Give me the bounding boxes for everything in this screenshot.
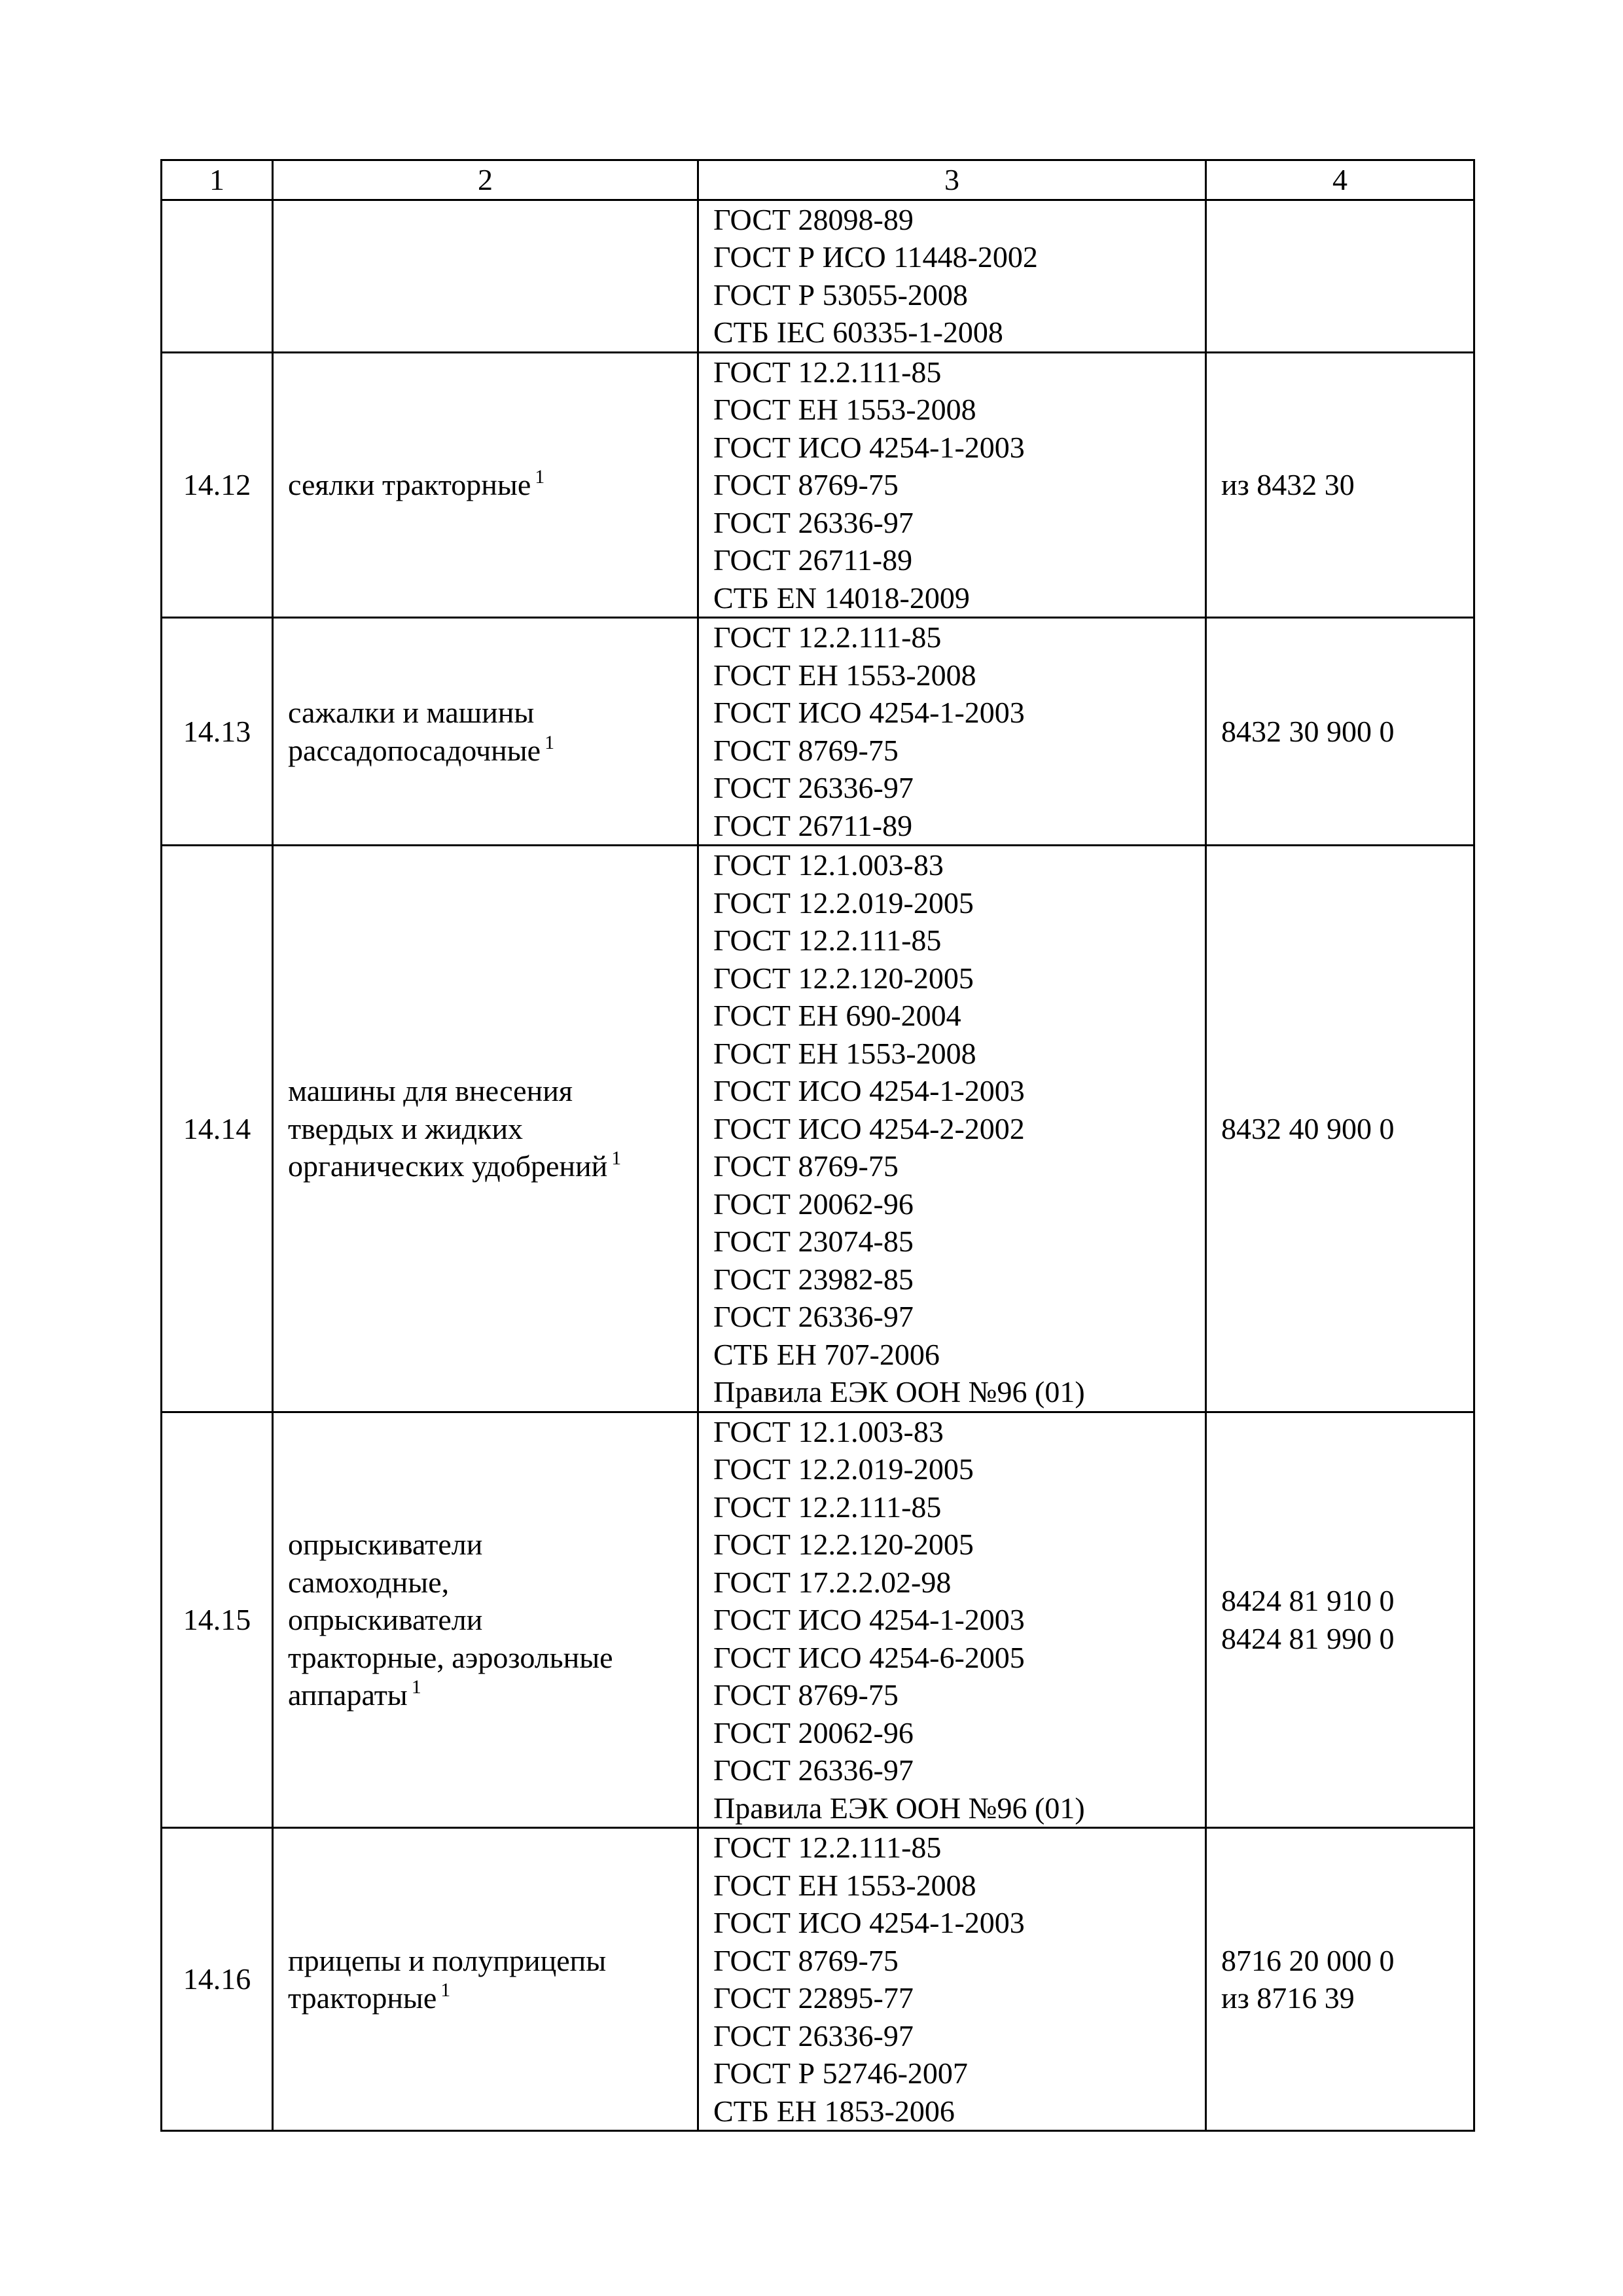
product-name-text: прицепы и полуприцепы xyxy=(288,1943,607,1977)
product-name-text: сеялки тракторные xyxy=(288,468,531,501)
standard-item: ГОСТ ИСО 4254-1-2003 xyxy=(713,430,1025,464)
standards-list xyxy=(698,618,1206,846)
standard-item: ГОСТ ИСО 4254-1-2003 xyxy=(713,1906,1025,1939)
standard-item: ГОСТ 12.2.111-85 xyxy=(713,924,942,957)
header-cell-4: 4 xyxy=(1206,160,1474,200)
header-cell-3: 3 xyxy=(698,160,1206,200)
product-name-line xyxy=(288,1526,690,1564)
commodity-code: 8424 81 910 0 xyxy=(1221,1584,1395,1618)
product-name xyxy=(273,352,698,618)
product-name-line xyxy=(288,466,690,504)
standard-item: ГОСТ ИСО 4254-2-2002 xyxy=(713,1111,1025,1145)
product-name xyxy=(273,618,698,846)
product-name-text: машины для внесения xyxy=(288,1074,573,1107)
standard-item: ГОСТ ИСО 4254-1-2003 xyxy=(713,1074,1025,1107)
product-name-line xyxy=(288,1110,690,1148)
product-name-line xyxy=(288,1676,690,1714)
standard-item: ГОСТ 8769-75 xyxy=(713,733,899,767)
item-number: 14.16 xyxy=(162,1828,273,2131)
standard-item: ГОСТ 12.2.111-85 xyxy=(713,1490,942,1524)
commodity-codes xyxy=(1206,1412,1474,1828)
standard-item: ГОСТ 26711-89 xyxy=(713,808,913,842)
standard-item: ГОСТ 12.2.111-85 xyxy=(713,620,942,654)
table-row xyxy=(162,352,1474,618)
standards-list xyxy=(698,352,1206,618)
item-number: 14.13 xyxy=(162,618,273,846)
commodity-code: 8432 30 900 0 xyxy=(1221,714,1395,748)
table-row xyxy=(162,200,1474,352)
commodity-codes xyxy=(1206,618,1474,846)
footnote-mark: 1 xyxy=(440,1979,451,2001)
standard-item: ГОСТ 12.1.003-83 xyxy=(713,1414,944,1448)
commodity-code: 8432 40 900 0 xyxy=(1221,1111,1395,1145)
table-row xyxy=(162,1412,1474,1828)
table-row xyxy=(162,618,1474,846)
product-name-line xyxy=(288,1072,690,1110)
table-body xyxy=(162,160,1474,2131)
product-name-text: опрыскиватели xyxy=(288,1528,483,1561)
commodity-codes xyxy=(1206,1828,1474,2131)
commodity-codes xyxy=(1206,846,1474,1412)
table-row xyxy=(162,1828,1474,2131)
product-name-text: самоходные, xyxy=(288,1565,450,1599)
product-name xyxy=(273,846,698,1412)
standard-item: ГОСТ 8769-75 xyxy=(713,1149,899,1183)
product-name-text: тракторные xyxy=(288,1981,437,2015)
item-number xyxy=(162,200,273,352)
standard-item: ГОСТ ЕН 690-2004 xyxy=(713,999,961,1032)
product-name-text: опрыскиватели xyxy=(288,1603,483,1636)
product-name-text: сажалки и машины xyxy=(288,696,535,729)
product-name-text: аппараты xyxy=(288,1678,408,1712)
footnote-mark: 1 xyxy=(611,1147,622,1169)
standard-item: ГОСТ Р ИСО 11448-2002 xyxy=(713,240,1038,274)
standards-list xyxy=(698,1828,1206,2131)
product-name-line xyxy=(288,694,690,732)
standard-item: ГОСТ 17.2.2.02-98 xyxy=(713,1565,952,1599)
standard-item: ГОСТ 8769-75 xyxy=(713,468,899,501)
standard-item: СТБ EN 14018-2009 xyxy=(713,581,970,615)
standard-item: ГОСТ ИСО 4254-6-2005 xyxy=(713,1640,1025,1674)
footnote-mark: 1 xyxy=(411,1676,421,1698)
item-number: 14.12 xyxy=(162,352,273,618)
standard-item: ГОСТ 12.2.111-85 xyxy=(713,1831,942,1864)
standard-item: ГОСТ Р 53055-2008 xyxy=(713,278,968,312)
product-name-line xyxy=(288,1942,690,1980)
product-name-text: тракторные, аэрозольные xyxy=(288,1640,613,1674)
standard-item: ГОСТ 8769-75 xyxy=(713,1943,899,1977)
product-name-text: рассадопосадочные xyxy=(288,733,541,767)
standard-item: Правила ЕЭК ООН №96 (01) xyxy=(713,1791,1085,1825)
standard-item: ГОСТ 23982-85 xyxy=(713,1262,914,1296)
standard-item: ГОСТ 28098-89 xyxy=(713,202,914,236)
standards-table xyxy=(160,159,1475,2132)
standard-item: СТБ ЕН 1853-2006 xyxy=(713,2094,955,2128)
header-row xyxy=(162,160,1474,200)
standard-item: ГОСТ 26336-97 xyxy=(713,1753,914,1787)
standard-item: ГОСТ 26336-97 xyxy=(713,1300,914,1333)
standard-item: ГОСТ 8769-75 xyxy=(713,1678,899,1712)
header-cell-2: 2 xyxy=(273,160,698,200)
standard-item: ГОСТ 23074-85 xyxy=(713,1225,914,1258)
product-name xyxy=(273,200,698,352)
product-name-line xyxy=(288,732,690,770)
commodity-codes xyxy=(1206,200,1474,352)
standard-item: ГОСТ ЕН 1553-2008 xyxy=(713,658,976,692)
table-row xyxy=(162,846,1474,1412)
standard-item: ГОСТ 12.1.003-83 xyxy=(713,848,944,882)
product-name-line xyxy=(288,1564,690,1602)
standard-item: ГОСТ 20062-96 xyxy=(713,1715,914,1749)
standard-item: ГОСТ 26336-97 xyxy=(713,2018,914,2053)
item-number: 14.14 xyxy=(162,846,273,1412)
commodity-code: из 8716 39 xyxy=(1221,1981,1355,2015)
standard-item: ГОСТ 20062-96 xyxy=(713,1187,914,1221)
standard-item: ГОСТ 12.2.019-2005 xyxy=(713,886,974,920)
header-cell-1: 1 xyxy=(162,160,273,200)
commodity-code: 8424 81 990 0 xyxy=(1221,1621,1395,1655)
standard-item: ГОСТ 26336-97 xyxy=(713,505,914,539)
footnote-mark: 1 xyxy=(535,466,545,488)
standard-item: ГОСТ ИСО 4254-1-2003 xyxy=(713,1603,1025,1636)
standard-item: ГОСТ ЕН 1553-2008 xyxy=(713,1868,976,1902)
standard-item: ГОСТ ИСО 4254-1-2003 xyxy=(713,696,1025,729)
product-name-line xyxy=(288,1979,690,2017)
item-number: 14.15 xyxy=(162,1412,273,1828)
standard-item: ГОСТ Р 52746-2007 xyxy=(713,2056,968,2090)
standard-item: ГОСТ 12.2.120-2005 xyxy=(713,961,974,995)
product-name-text: органических удобрений xyxy=(288,1149,608,1183)
standard-item: ГОСТ 12.2.019-2005 xyxy=(713,1452,974,1486)
commodity-codes xyxy=(1206,352,1474,618)
product-name-line xyxy=(288,1601,690,1639)
standard-item: СТБ IEC 60335-1-2008 xyxy=(713,315,1003,349)
product-name-line xyxy=(288,1639,690,1677)
standard-item: ГОСТ 12.2.120-2005 xyxy=(713,1528,974,1561)
standard-item: СТБ ЕН 707-2006 xyxy=(713,1337,940,1371)
commodity-code: 8716 20 000 0 xyxy=(1221,1943,1395,1977)
standards-list xyxy=(698,200,1206,352)
standard-item: ГОСТ ЕН 1553-2008 xyxy=(713,1036,976,1070)
product-name xyxy=(273,1828,698,2131)
standards-list xyxy=(698,846,1206,1412)
product-name-line xyxy=(288,1147,690,1185)
product-name xyxy=(273,1412,698,1828)
standard-item: ГОСТ 26336-97 xyxy=(713,771,914,804)
standards-list xyxy=(698,1412,1206,1828)
footnote-mark: 1 xyxy=(544,731,555,753)
standard-item: ГОСТ ЕН 1553-2008 xyxy=(713,393,976,426)
standard-item: Правила ЕЭК ООН №96 (01) xyxy=(713,1375,1085,1408)
commodity-code: из 8432 30 xyxy=(1221,468,1355,501)
standard-item: ГОСТ 22895-77 xyxy=(713,1981,914,2015)
standard-item: ГОСТ 26711-89 xyxy=(713,543,913,577)
standard-item: ГОСТ 12.2.111-85 xyxy=(713,355,942,389)
product-name-text: твердых и жидких xyxy=(288,1111,524,1145)
